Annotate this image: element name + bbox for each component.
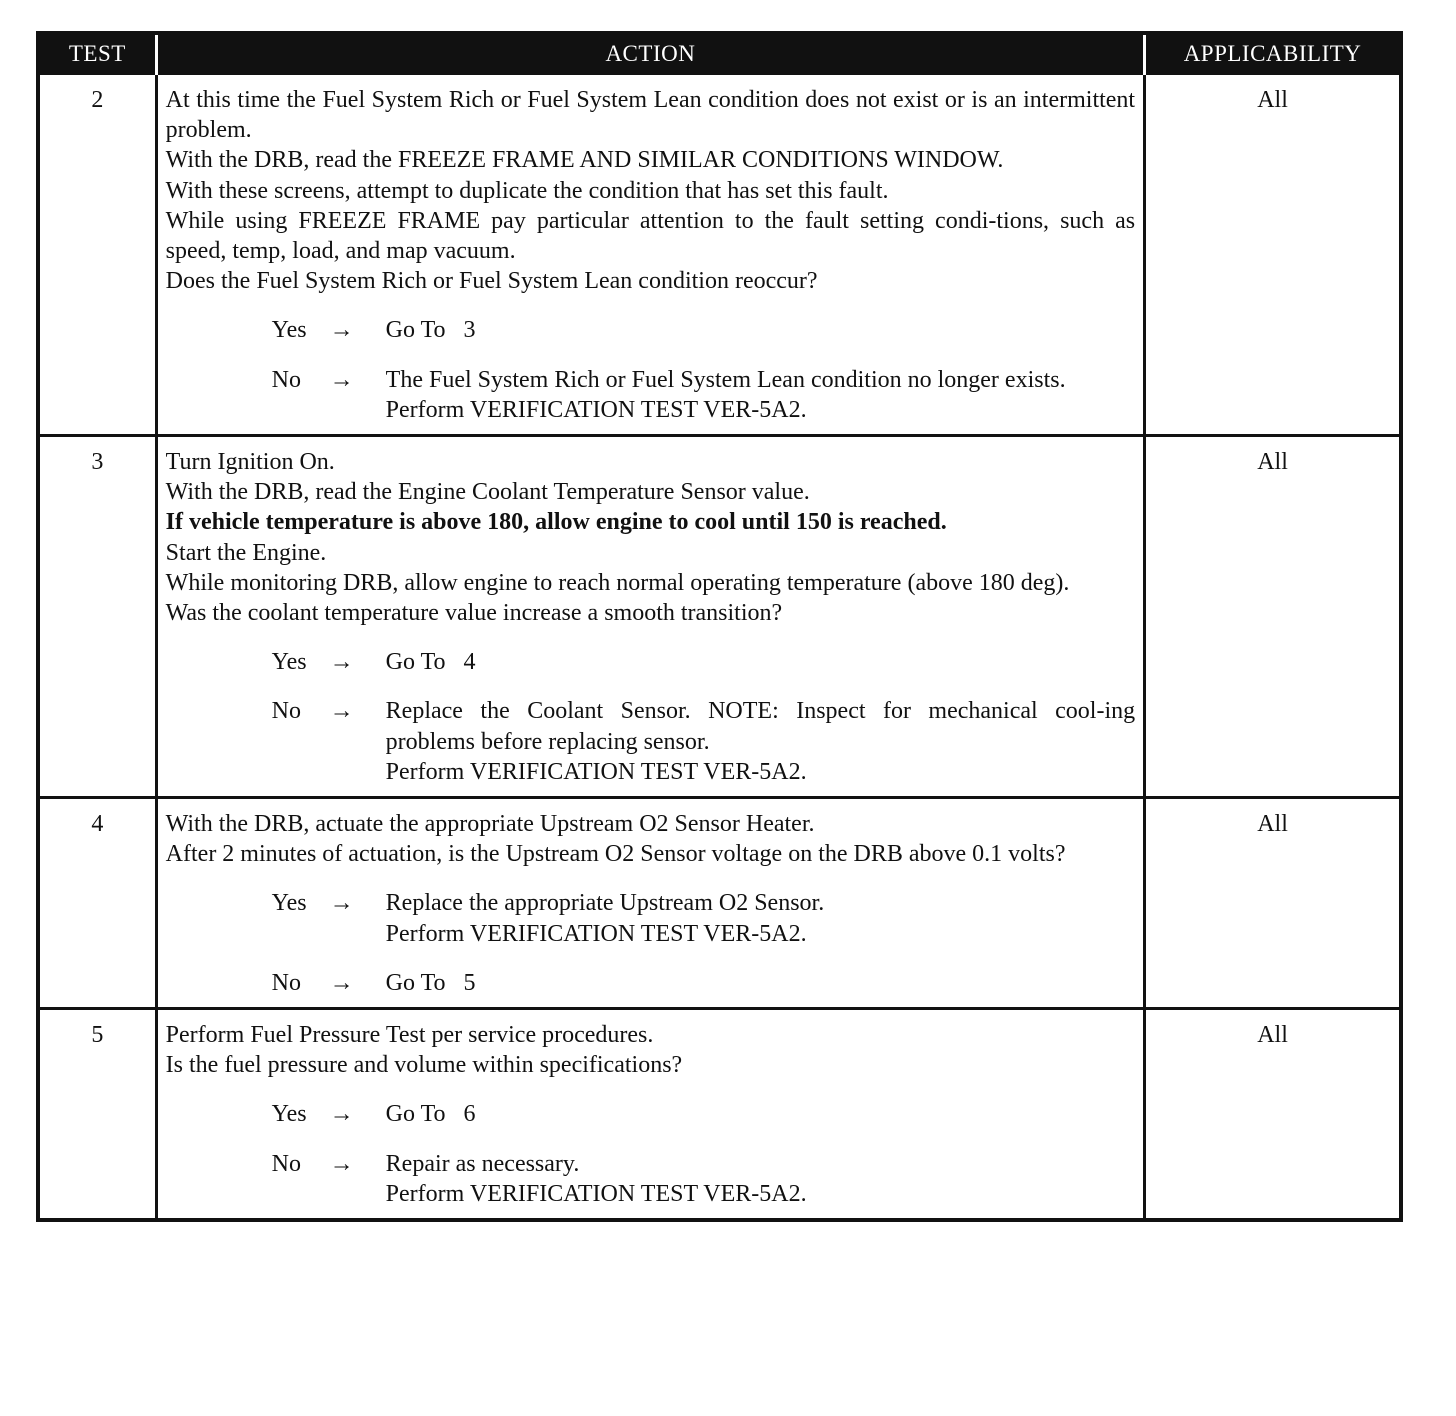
arrow-right-icon: →: [329, 1150, 354, 1177]
action-step: While using FREEZE FRAME pay particular attention to the fault setting condi-tions, such as speed, temp, load, and map vacuum.: [165, 207, 1136, 265]
applicability-cell: All: [1145, 798, 1401, 1009]
action-step: With the DRB, actuate the appropriate Upstream O2 Sensor Heater.: [165, 811, 815, 838]
action-cell: [156, 798, 1144, 1009]
action-step: Was the coolant temperature value increase a smooth transition?: [165, 600, 783, 627]
action-cell: [156, 1009, 1144, 1221]
applicability-cell: All: [1145, 436, 1401, 798]
outcome-answer: Yes: [271, 649, 307, 676]
table-row: [38, 436, 1401, 798]
action-step: Perform Fuel Pressure Test per service procedures.: [165, 1022, 654, 1049]
result-line: Go To 3: [385, 317, 476, 344]
outcome-answer: Yes: [271, 890, 307, 917]
arrow-right-icon: →: [329, 649, 354, 676]
outcome-no: [271, 696, 1142, 787]
action-step: With these screens, attempt to duplicate the condition that has set this fault.: [165, 177, 889, 204]
outcome-result: [385, 696, 1142, 787]
header-action: ACTION: [156, 33, 1144, 74]
outcome-no: [272, 365, 1135, 425]
applicability-cell: All: [1145, 74, 1401, 436]
outcome-answer: No: [271, 366, 302, 393]
outcome-answer: No: [271, 1150, 302, 1177]
result-line: Replace the appropriate Upstream O2 Sensor.: [385, 890, 825, 917]
test-number: 4: [38, 798, 156, 1009]
outcome-answer: No: [271, 969, 302, 996]
result-line: Repair as necessary.: [385, 1150, 580, 1177]
outcome-result: [386, 647, 1135, 677]
outcome-answer: Yes: [271, 1101, 307, 1128]
outcome-result: [386, 1099, 1135, 1129]
result-line: Perform VERIFICATION TEST VER-5A2.: [385, 1180, 807, 1207]
action-step: With the DRB, read the Engine Coolant Temperature Sensor value.: [165, 479, 810, 506]
arrow-right-icon: →: [329, 366, 354, 393]
outcome-no: [272, 968, 1135, 998]
test-number: 3: [38, 436, 156, 798]
table-row: [38, 798, 1401, 1009]
action-cell: [156, 74, 1144, 436]
action-step: At this time the Fuel System Rich or Fuel System Lean condition does not exist or is an intermittent problem.: [165, 87, 1136, 144]
arrow-right-icon: →: [329, 890, 354, 917]
arrow-right-icon: →: [329, 969, 354, 996]
result-line: Go To 6: [385, 1101, 476, 1128]
action-step: Start the Engine.: [165, 539, 327, 566]
outcome-yes: [272, 647, 1135, 677]
arrow-right-icon: →: [329, 317, 354, 344]
result-line: Go To 4: [385, 649, 476, 676]
table-row: [38, 74, 1401, 436]
action-warning: If vehicle temperature is above 180, allow engine to cool until 150 is reached.: [165, 509, 947, 536]
result-line: Perform VERIFICATION TEST VER-5A2.: [385, 758, 807, 785]
action-cell: [156, 436, 1144, 798]
result-line: Replace the Coolant Sensor. NOTE: Inspect for mechanical cool-ing problems before replacing sensor.: [385, 698, 1142, 755]
result-line: Perform VERIFICATION TEST VER-5A2.: [385, 920, 807, 947]
action-step: After 2 minutes of actuation, is the Upstream O2 Sensor voltage on the DRB above 0.1 volts?: [165, 841, 1066, 868]
action-step: Is the fuel pressure and volume within specifications?: [165, 1052, 683, 1079]
outcome-result: [386, 888, 1135, 948]
outcome-answer: Yes: [271, 317, 307, 344]
outcome-result: [386, 1149, 1135, 1209]
header-applicability: APPLICABILITY: [1145, 33, 1401, 74]
table-row: [38, 1009, 1401, 1221]
outcome-result: [386, 968, 1135, 998]
outcome-result: [386, 315, 1135, 345]
arrow-right-icon: →: [329, 698, 354, 725]
applicability-cell: All: [1145, 1009, 1401, 1221]
result-line: Go To 5: [385, 969, 476, 996]
outcome-no: [272, 1149, 1135, 1209]
outcome-result: [386, 365, 1135, 425]
action-step: Does the Fuel System Rich or Fuel System Lean condition reoccur?: [165, 268, 818, 295]
action-step: While monitoring DRB, allow engine to reach normal operating temperature (above 180 deg).: [165, 569, 1070, 596]
header-test: TEST: [38, 33, 156, 74]
action-step: Turn Ignition On.: [165, 449, 335, 476]
diagnostic-test-table: [36, 31, 1403, 1222]
outcome-yes: [272, 1099, 1135, 1129]
table-body: [38, 74, 1401, 1221]
test-number: 2: [38, 74, 156, 436]
outcome-answer: No: [271, 698, 302, 725]
table-header-row: [38, 33, 1401, 74]
arrow-right-icon: →: [329, 1101, 354, 1128]
test-number: 5: [38, 1009, 156, 1221]
action-step: With the DRB, read the FREEZE FRAME AND SIMILAR CONDITIONS WINDOW.: [165, 147, 1004, 174]
result-line: The Fuel System Rich or Fuel System Lean condition no longer exists.: [385, 366, 1066, 393]
outcome-yes: [272, 315, 1135, 345]
outcome-yes: [272, 888, 1135, 948]
result-line: Perform VERIFICATION TEST VER-5A2.: [385, 396, 807, 423]
